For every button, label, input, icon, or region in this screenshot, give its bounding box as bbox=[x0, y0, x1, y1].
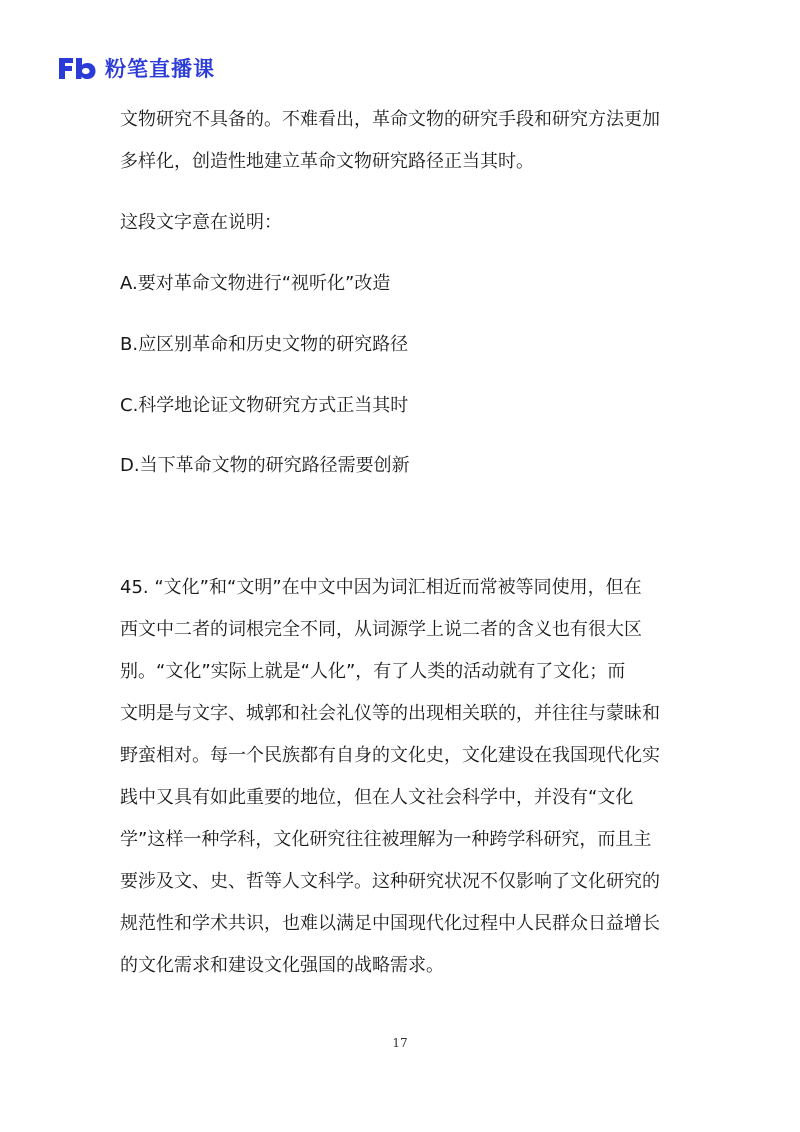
question-45-line: 别。“文化”实际上就是“人化”，有了人类的活动就有了文化；而 bbox=[120, 661, 626, 682]
option-b: B.应区别革命和历史文物的研究路径 bbox=[120, 334, 409, 355]
page-number: 17 bbox=[392, 1036, 408, 1050]
question-prompt: 这段文字意在说明： bbox=[120, 212, 282, 233]
fb-logo-icon bbox=[57, 54, 97, 82]
question-45-line: 野蛮相对。每一个民族都有自身的文化史，文化建设在我国现代化实 bbox=[120, 745, 660, 766]
option-c: C.科学地论证文物研究方式正当其时 bbox=[120, 395, 409, 416]
question-45-line: 规范性和学术共识，也难以满足中国现代化过程中人民群众日益增长 bbox=[120, 913, 660, 934]
question-45-line: 文明是与文字、城郭和社会礼仪等的出现相关联的，并往往与蒙昧和 bbox=[120, 703, 660, 724]
option-d: D.当下革命文物的研究路径需要创新 bbox=[120, 455, 410, 476]
option-a: A.要对革命文物进行“视听化”改造 bbox=[120, 273, 391, 294]
question-45-line: 西文中二者的词根完全不同，从词源学上说二者的含义也有很大区 bbox=[120, 619, 642, 640]
passage-line: 文物研究不具备的。不难看出，革命文物的研究手段和研究方法更加 bbox=[120, 109, 660, 130]
question-45-line: 践中又具有如此重要的地位，但在人文社会科学中，并没有“文化 bbox=[120, 787, 634, 808]
brand-title: 粉笔直播课 bbox=[105, 57, 215, 81]
question-45-line: 45. “文化”和“文明”在中文中因为词汇相近而常被等同使用，但在 bbox=[120, 577, 642, 598]
passage-line: 多样化，创造性地建立革命文物研究路径正当其时。 bbox=[120, 151, 534, 172]
page-header bbox=[57, 52, 215, 84]
question-45-line: 的文化需求和建设文化强国的战略需求。 bbox=[120, 955, 444, 976]
question-45-line: 学”这样一种学科，文化研究往往被理解为一种跨学科研究，而且主 bbox=[120, 829, 652, 850]
question-45-line: 要涉及文、史、哲等人文科学。这种研究状况不仅影响了文化研究的 bbox=[120, 871, 660, 892]
